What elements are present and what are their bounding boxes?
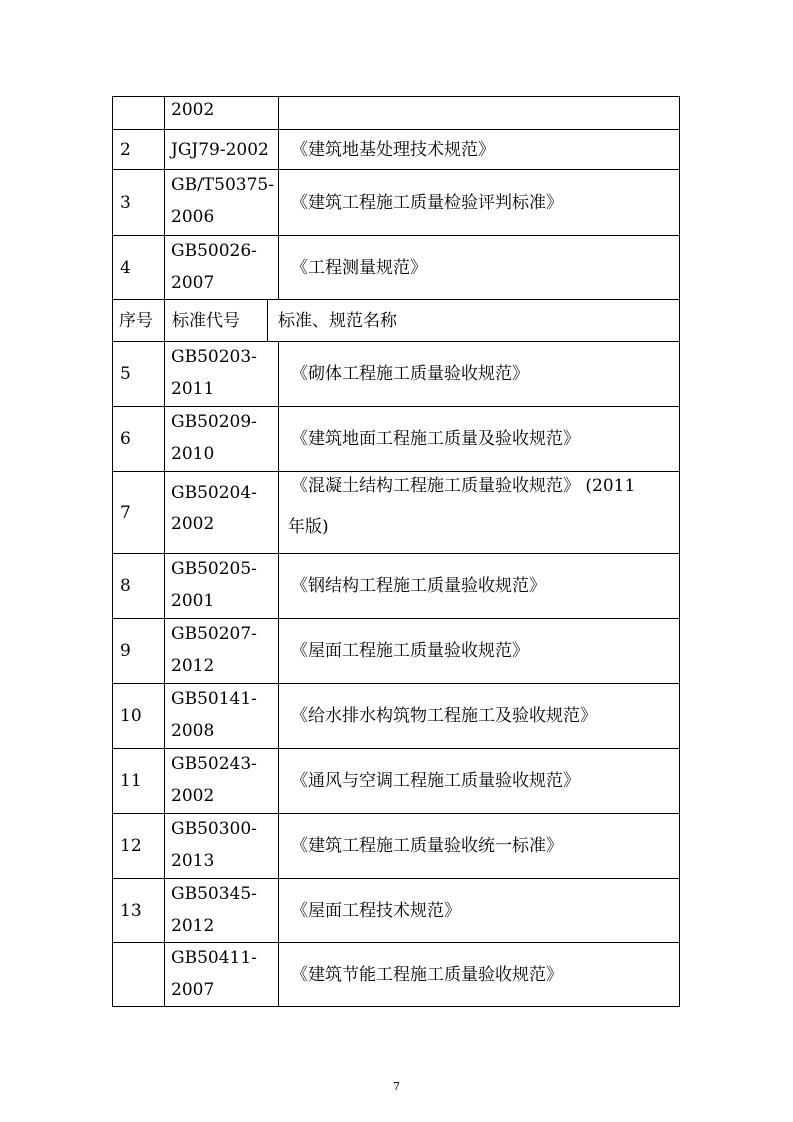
- table-row: [112, 554, 680, 619]
- cell-name: [279, 170, 680, 236]
- code-text: GB50203-: [171, 347, 257, 367]
- cell-name: [279, 236, 680, 300]
- cell-code: [165, 749, 279, 814]
- cell-code: [165, 236, 279, 300]
- cell-number: [112, 879, 165, 943]
- row-number: 5: [120, 364, 131, 384]
- code-text: GB50300-: [171, 819, 257, 839]
- header-cell-name: [268, 300, 680, 342]
- code-text: GB50205-: [171, 559, 257, 579]
- code-text: GB50411-: [171, 948, 257, 968]
- code-text-line2: 2012: [171, 916, 215, 936]
- code-text-line2: 2013: [171, 851, 215, 871]
- header-code-label: 标准代号: [172, 310, 240, 331]
- code-text-line2: 2006: [171, 207, 215, 227]
- cell-code: [165, 97, 279, 130]
- row-number: 11: [120, 771, 142, 791]
- code-text: GB/T50375-: [171, 175, 274, 195]
- cell-number: [112, 236, 165, 300]
- cell-name: [279, 879, 680, 943]
- code-text: JGJ79-2002: [171, 139, 269, 160]
- row-number: 8: [120, 576, 131, 596]
- cell-number: [112, 684, 165, 749]
- cell-code: [165, 814, 279, 879]
- row-number: 12: [120, 836, 142, 856]
- cell-name: [279, 554, 680, 619]
- row-number: 13: [120, 900, 142, 921]
- row-number: 4: [120, 257, 131, 278]
- code-text: GB50141-: [171, 689, 257, 709]
- name-text: 《砌体工程施工质量验收规范》: [291, 364, 529, 384]
- cell-number: [112, 130, 165, 170]
- cell-number: [112, 749, 165, 814]
- name-text: 《建筑节能工程施工质量验收规范》: [291, 964, 563, 985]
- code-text: GB50345-: [171, 884, 257, 904]
- cell-number: [112, 407, 165, 472]
- code-text-line2: 2008: [171, 721, 215, 741]
- name-text-line2: 年版): [288, 517, 329, 537]
- table-header-row: [112, 300, 680, 342]
- cell-code: [165, 170, 279, 236]
- name-text: 《建筑地面工程施工质量及验收规范》: [291, 429, 580, 449]
- name-text: 《工程测量规范》: [291, 257, 427, 278]
- cell-name: [279, 407, 680, 472]
- code-text: GB50207-: [171, 624, 257, 644]
- cell-number: [112, 943, 165, 1007]
- table-row: [112, 814, 680, 879]
- cell-number: [112, 554, 165, 619]
- cell-number: [112, 97, 165, 130]
- cell-name: [279, 814, 680, 879]
- row-number: 9: [120, 641, 131, 661]
- name-text: 《钢结构工程施工质量验收规范》: [291, 576, 546, 596]
- code-text: GB50026-: [171, 241, 257, 261]
- cell-name: [279, 684, 680, 749]
- cell-code: [165, 472, 279, 554]
- cell-code: [165, 342, 279, 407]
- code-text: GB50204-: [171, 483, 257, 503]
- cell-number: [112, 814, 165, 879]
- name-text: 《建筑工程施工质量检验评判标准》: [291, 192, 563, 213]
- code-text-line2: 2002: [171, 514, 215, 534]
- table-row: [112, 879, 680, 943]
- code-text: GB50243-: [171, 754, 257, 774]
- cell-name: [279, 619, 680, 684]
- cell-code: [165, 619, 279, 684]
- table-row: [112, 749, 680, 814]
- row-number: 3: [120, 192, 131, 213]
- code-text-line2: 2012: [171, 656, 215, 676]
- code-text: 2002: [171, 100, 215, 120]
- header-name-label: 标准、规范名称: [278, 310, 397, 331]
- code-text: GB50209-: [171, 412, 257, 432]
- cell-code: [165, 407, 279, 472]
- cell-code: [165, 943, 279, 1007]
- cell-number: [112, 170, 165, 236]
- row-number: 2: [120, 139, 131, 160]
- cell-code: [165, 130, 279, 170]
- table-row: [112, 342, 680, 407]
- header-cell-number: [112, 300, 165, 342]
- cell-code: [165, 554, 279, 619]
- cell-name: [279, 130, 680, 170]
- code-text-line2: 2011: [171, 379, 215, 399]
- table-row: [112, 236, 680, 300]
- cell-name: [279, 342, 680, 407]
- cell-name: [279, 943, 680, 1007]
- cell-number: [112, 472, 165, 554]
- table-row: [112, 684, 680, 749]
- table-row: [112, 170, 680, 236]
- cell-name: [279, 749, 680, 814]
- table-row: [112, 472, 680, 554]
- name-text: 《屋面工程技术规范》: [291, 900, 461, 921]
- name-text: 《给水排水构筑物工程施工及验收规范》: [291, 706, 597, 726]
- table-row: [112, 619, 680, 684]
- code-text-line2: 2007: [171, 980, 215, 1000]
- name-text: 《通风与空调工程施工质量验收规范》: [291, 771, 580, 791]
- cell-number: [112, 619, 165, 684]
- table-row: [112, 407, 680, 472]
- cell-name: [279, 472, 680, 554]
- cell-code: [165, 879, 279, 943]
- code-text-line2: 2001: [171, 591, 215, 611]
- table-row: [112, 130, 680, 170]
- table-row: [112, 96, 680, 130]
- table-row: [112, 943, 680, 1007]
- code-text-line2: 2002: [171, 786, 215, 806]
- name-text: 《混凝土结构工程施工质量验收规范》 (2011: [291, 476, 636, 496]
- row-number: 6: [120, 429, 131, 449]
- page-number: 7: [393, 1080, 400, 1093]
- name-text: 《建筑工程施工质量验收统一标准》: [291, 836, 563, 856]
- cell-code: [165, 684, 279, 749]
- name-text: 《建筑地基处理技术规范》: [291, 139, 495, 160]
- code-text-line2: 2007: [171, 273, 215, 293]
- row-number: 10: [120, 706, 142, 726]
- name-text: 《屋面工程施工质量验收规范》: [291, 641, 529, 661]
- cell-name: [279, 97, 680, 130]
- code-text-line2: 2010: [171, 444, 215, 464]
- header-number-label: 序号: [119, 310, 153, 331]
- cell-number: [112, 342, 165, 407]
- row-number: 7: [120, 502, 131, 523]
- header-cell-code: [165, 300, 268, 342]
